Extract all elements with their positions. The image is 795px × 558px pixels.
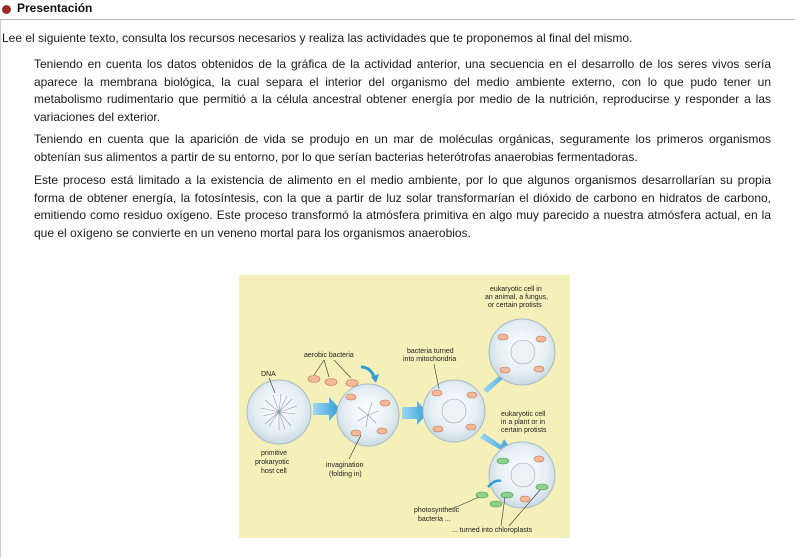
invagination-label-1: invagination: [326, 462, 364, 469]
aerobic-label: aerobic bacteria: [304, 352, 354, 359]
paragraph-2: Teniendo en cuenta que la aparición de vida se produjo en un mar de moléculas orgánicas, seguramente los primeros organismos obtenían sus alimentos a partir de su entorno, por lo que serían bacterias heterótrofas anaerobias fermentadoras.: [34, 132, 771, 164]
paragraph-3: Este proceso está limitado a la existencia de alimento en el medio ambiente, por lo que algunos organismos desarrollarían su propia forma de obtener energía, la fotosíntesis, con la que a partir de luz solar transformarían el dióxido de carbono en hidratos de carbono, emitiendo como residuo oxígeno. Este proceso transformó la atmósfera primitiva en algo muy parecido a nuestra atmósfera actual, en la que el oxígeno se convierte en un veneno mortal para los organismos anaerobios.: [34, 173, 771, 240]
plant-label-3: certain protists: [501, 427, 547, 434]
section-title: Presentación: [17, 1, 93, 15]
animal-label-1: eukaryotic cell in: [490, 286, 542, 293]
animal-label-3: or certain protists: [488, 302, 542, 309]
host-cell-label-3: host cell: [261, 468, 287, 475]
invagination-cell: [326, 384, 399, 478]
endosymbiosis-diagram: [239, 275, 570, 538]
plant-cell: [489, 411, 555, 508]
left-border: [0, 20, 1, 558]
chloroplasts-label: ... turned into chloroplasts: [452, 527, 533, 534]
host-cell: [247, 371, 311, 475]
host-cell-label-2: prokaryotic: [255, 459, 290, 466]
animal-label-2: an animal, a fungus,: [485, 294, 549, 301]
animal-cell: [485, 286, 555, 385]
mitochondria-label-2: into mitochondria: [403, 356, 457, 363]
photosynthetic-label-1: photosynthetic: [414, 507, 460, 514]
intro-text: Lee el siguiente texto, consulta los recursos necesarios y realiza las actividades que te proponemos al final del mismo.: [2, 31, 633, 45]
invagination-label-2: (folding in): [329, 471, 362, 478]
plant-label-1: eukaryotic cell: [501, 411, 546, 418]
dna-label: DNA: [261, 371, 276, 378]
mitochondria-label-1: bacteria turned: [407, 348, 454, 355]
host-cell-label-1: primitive: [261, 450, 288, 457]
plant-label-2: in a plant or in: [501, 419, 545, 426]
bullet-icon: [2, 5, 11, 14]
paragraph-1: Teniendo en cuenta los datos obtenidos de la gráfica de la actividad anterior, una secuencia en el desarrollo de los seres vivos sería aparece la membrana biológica, la cual separa el interior del organismo del medio ambiente externo, con lo que pudo tener un metabolismo rudimentario que permitió a la célula ancestral obtener energía por medio de la nutrición, reproducirse y responder a las variaciones del exterior.: [34, 57, 771, 124]
endosymbiosis-figure: [239, 275, 570, 538]
arrow-icon: [313, 397, 340, 421]
mitochondria-cell: [403, 348, 485, 442]
photosynthetic-label-2: bacteria ...: [418, 516, 451, 523]
section-header: [0, 0, 795, 20]
